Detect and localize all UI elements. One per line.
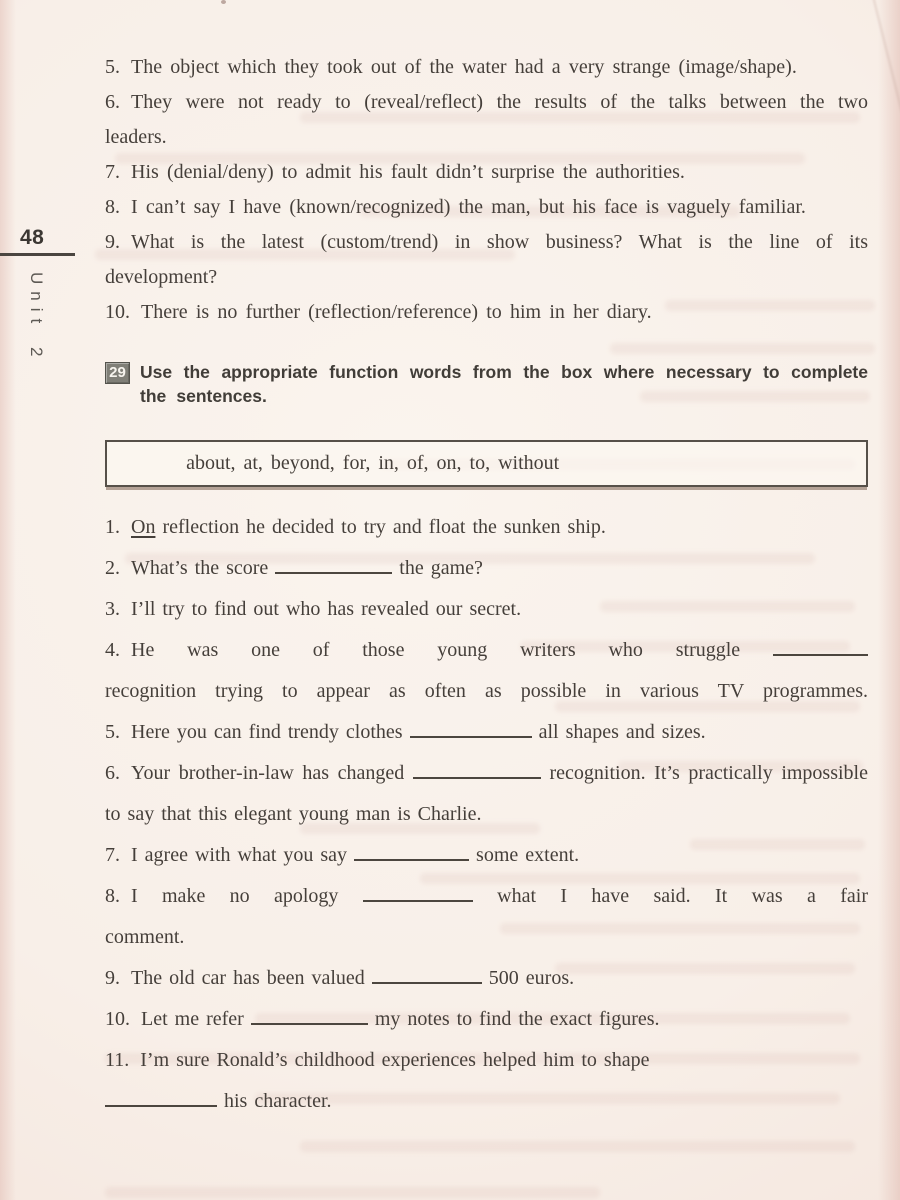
- unit-label: Unit 2: [27, 272, 46, 364]
- fill-in-blank: [354, 844, 469, 861]
- sentence-item: [105, 999, 868, 1040]
- sentence-item: [105, 958, 868, 999]
- sentence-item: [105, 630, 868, 712]
- page-number: 48: [20, 226, 45, 249]
- exercise-instruction: Use the appropriate function words from the box where necessary to complete the sentences.: [140, 362, 868, 406]
- sentence-item: [105, 155, 868, 190]
- exercise-29-header: [105, 360, 868, 408]
- function-words-text: about, at, beyond, for, in, of, on, to, without: [186, 452, 560, 474]
- item-number: 9.: [105, 967, 120, 989]
- sentence-text: His (denial/deny) to admit his fault didn’t surprise the authorities.: [131, 161, 685, 183]
- sentence-text: 500 euros.: [481, 967, 575, 989]
- fill-in-blank: [363, 885, 473, 902]
- sentence-item: [105, 50, 868, 85]
- sentence-text: I’m sure Ronald’s childhood experiences helped him to shape: [140, 1049, 650, 1071]
- sentence-text: Your brother-in-law has changed: [131, 762, 413, 784]
- sentence-text: What’s the score: [131, 557, 276, 579]
- fill-in-blank: [251, 1008, 368, 1025]
- fill-in-blank: [372, 967, 482, 984]
- item-number: 7.: [105, 161, 120, 183]
- sentence-text: recognition trying to appear as often as possible in various TV programmes.: [105, 680, 868, 702]
- item-number: 6.: [105, 91, 120, 113]
- fill-in-blank: [413, 762, 541, 779]
- sentence-text: The object which they took out of the water had a very strange (image/shape).: [131, 56, 797, 78]
- scan-speck: [221, 0, 226, 4]
- underlined-word: On: [131, 516, 156, 538]
- text-column: [105, 50, 868, 1122]
- sentence-text: He was one of those young writers who struggle: [131, 639, 773, 661]
- item-number: 10.: [105, 1008, 130, 1030]
- item-number: 2.: [105, 557, 120, 579]
- item-number: 3.: [105, 598, 120, 620]
- sentence-text: I agree with what you say: [131, 844, 355, 866]
- sentence-text: his character.: [217, 1090, 332, 1112]
- sentence-item: [105, 295, 868, 330]
- sentence-text: recognition. It’s practically impossible to say that this elegant young man is Charlie.: [105, 762, 868, 825]
- item-number: 1.: [105, 516, 120, 538]
- page-left-edge-shading: [0, 0, 16, 1200]
- sentence-item: [105, 876, 868, 958]
- sentence-text: Let me refer: [141, 1008, 251, 1030]
- sentence-text: I’ll try to find out who has revealed our secret.: [131, 598, 522, 620]
- page-number-rule: [0, 253, 75, 256]
- sentence-item: [105, 835, 868, 876]
- item-number: 7.: [105, 844, 120, 866]
- sentence-text: What is the latest (custom/trend) in show business? What is the line of its development?: [105, 231, 868, 288]
- sentence-text: There is no further (reflection/reference) to him in her diary.: [141, 301, 652, 323]
- sentence-item: [105, 1040, 868, 1122]
- exercise-29-sentence-list: [105, 507, 868, 1122]
- sentence-item: [105, 753, 868, 835]
- sentence-text: comment.: [105, 926, 185, 948]
- item-number: 11.: [105, 1049, 130, 1071]
- item-number: 10.: [105, 301, 130, 323]
- function-words-box: [105, 440, 868, 487]
- fill-in-blank: [105, 1090, 217, 1107]
- sentence-text: Here you can find trendy clothes: [131, 721, 410, 743]
- vocabulary-exercise-list: [105, 50, 868, 330]
- item-number: 5.: [105, 721, 120, 743]
- sentence-text: all shapes and sizes.: [531, 721, 706, 743]
- sentence-text: They were not ready to (reveal/reflect) the results of the talks between the two leaders.: [105, 91, 868, 148]
- fill-in-blank: [773, 639, 868, 656]
- sentence-text: I make no apology: [131, 885, 363, 907]
- fill-in-blank: [410, 721, 532, 738]
- show-through-mark: [300, 1141, 855, 1152]
- page-right-edge-shading: [878, 0, 900, 1200]
- item-number: 8.: [105, 885, 120, 907]
- item-number: 6.: [105, 762, 120, 784]
- sentence-item: [105, 589, 868, 630]
- item-number: 8.: [105, 196, 120, 218]
- sentence-text: what I have said. It was a fair: [472, 885, 868, 907]
- sentence-item: [105, 225, 868, 295]
- item-number: 9.: [105, 231, 120, 253]
- fill-in-blank: [275, 557, 392, 574]
- exercise-number-badge: 29: [105, 362, 130, 384]
- sentence-item: [105, 190, 868, 225]
- item-number: 5.: [105, 56, 120, 78]
- sentence-item: [105, 507, 868, 548]
- sentence-item: [105, 712, 868, 753]
- show-through-mark: [105, 1187, 600, 1198]
- sentence-text: reflection he decided to try and float the sunken ship.: [155, 516, 606, 538]
- sentence-text: I can’t say I have (known/recognized) the man, but his face is vaguely familiar.: [131, 196, 806, 218]
- sentence-item: [105, 85, 868, 155]
- sentence-item: [105, 548, 868, 589]
- sentence-text: my notes to find the exact figures.: [367, 1008, 660, 1030]
- sentence-text: The old car has been valued: [131, 967, 372, 989]
- sentence-text: the game?: [392, 557, 483, 579]
- item-number: 4.: [105, 639, 120, 661]
- sentence-text: some extent.: [469, 844, 580, 866]
